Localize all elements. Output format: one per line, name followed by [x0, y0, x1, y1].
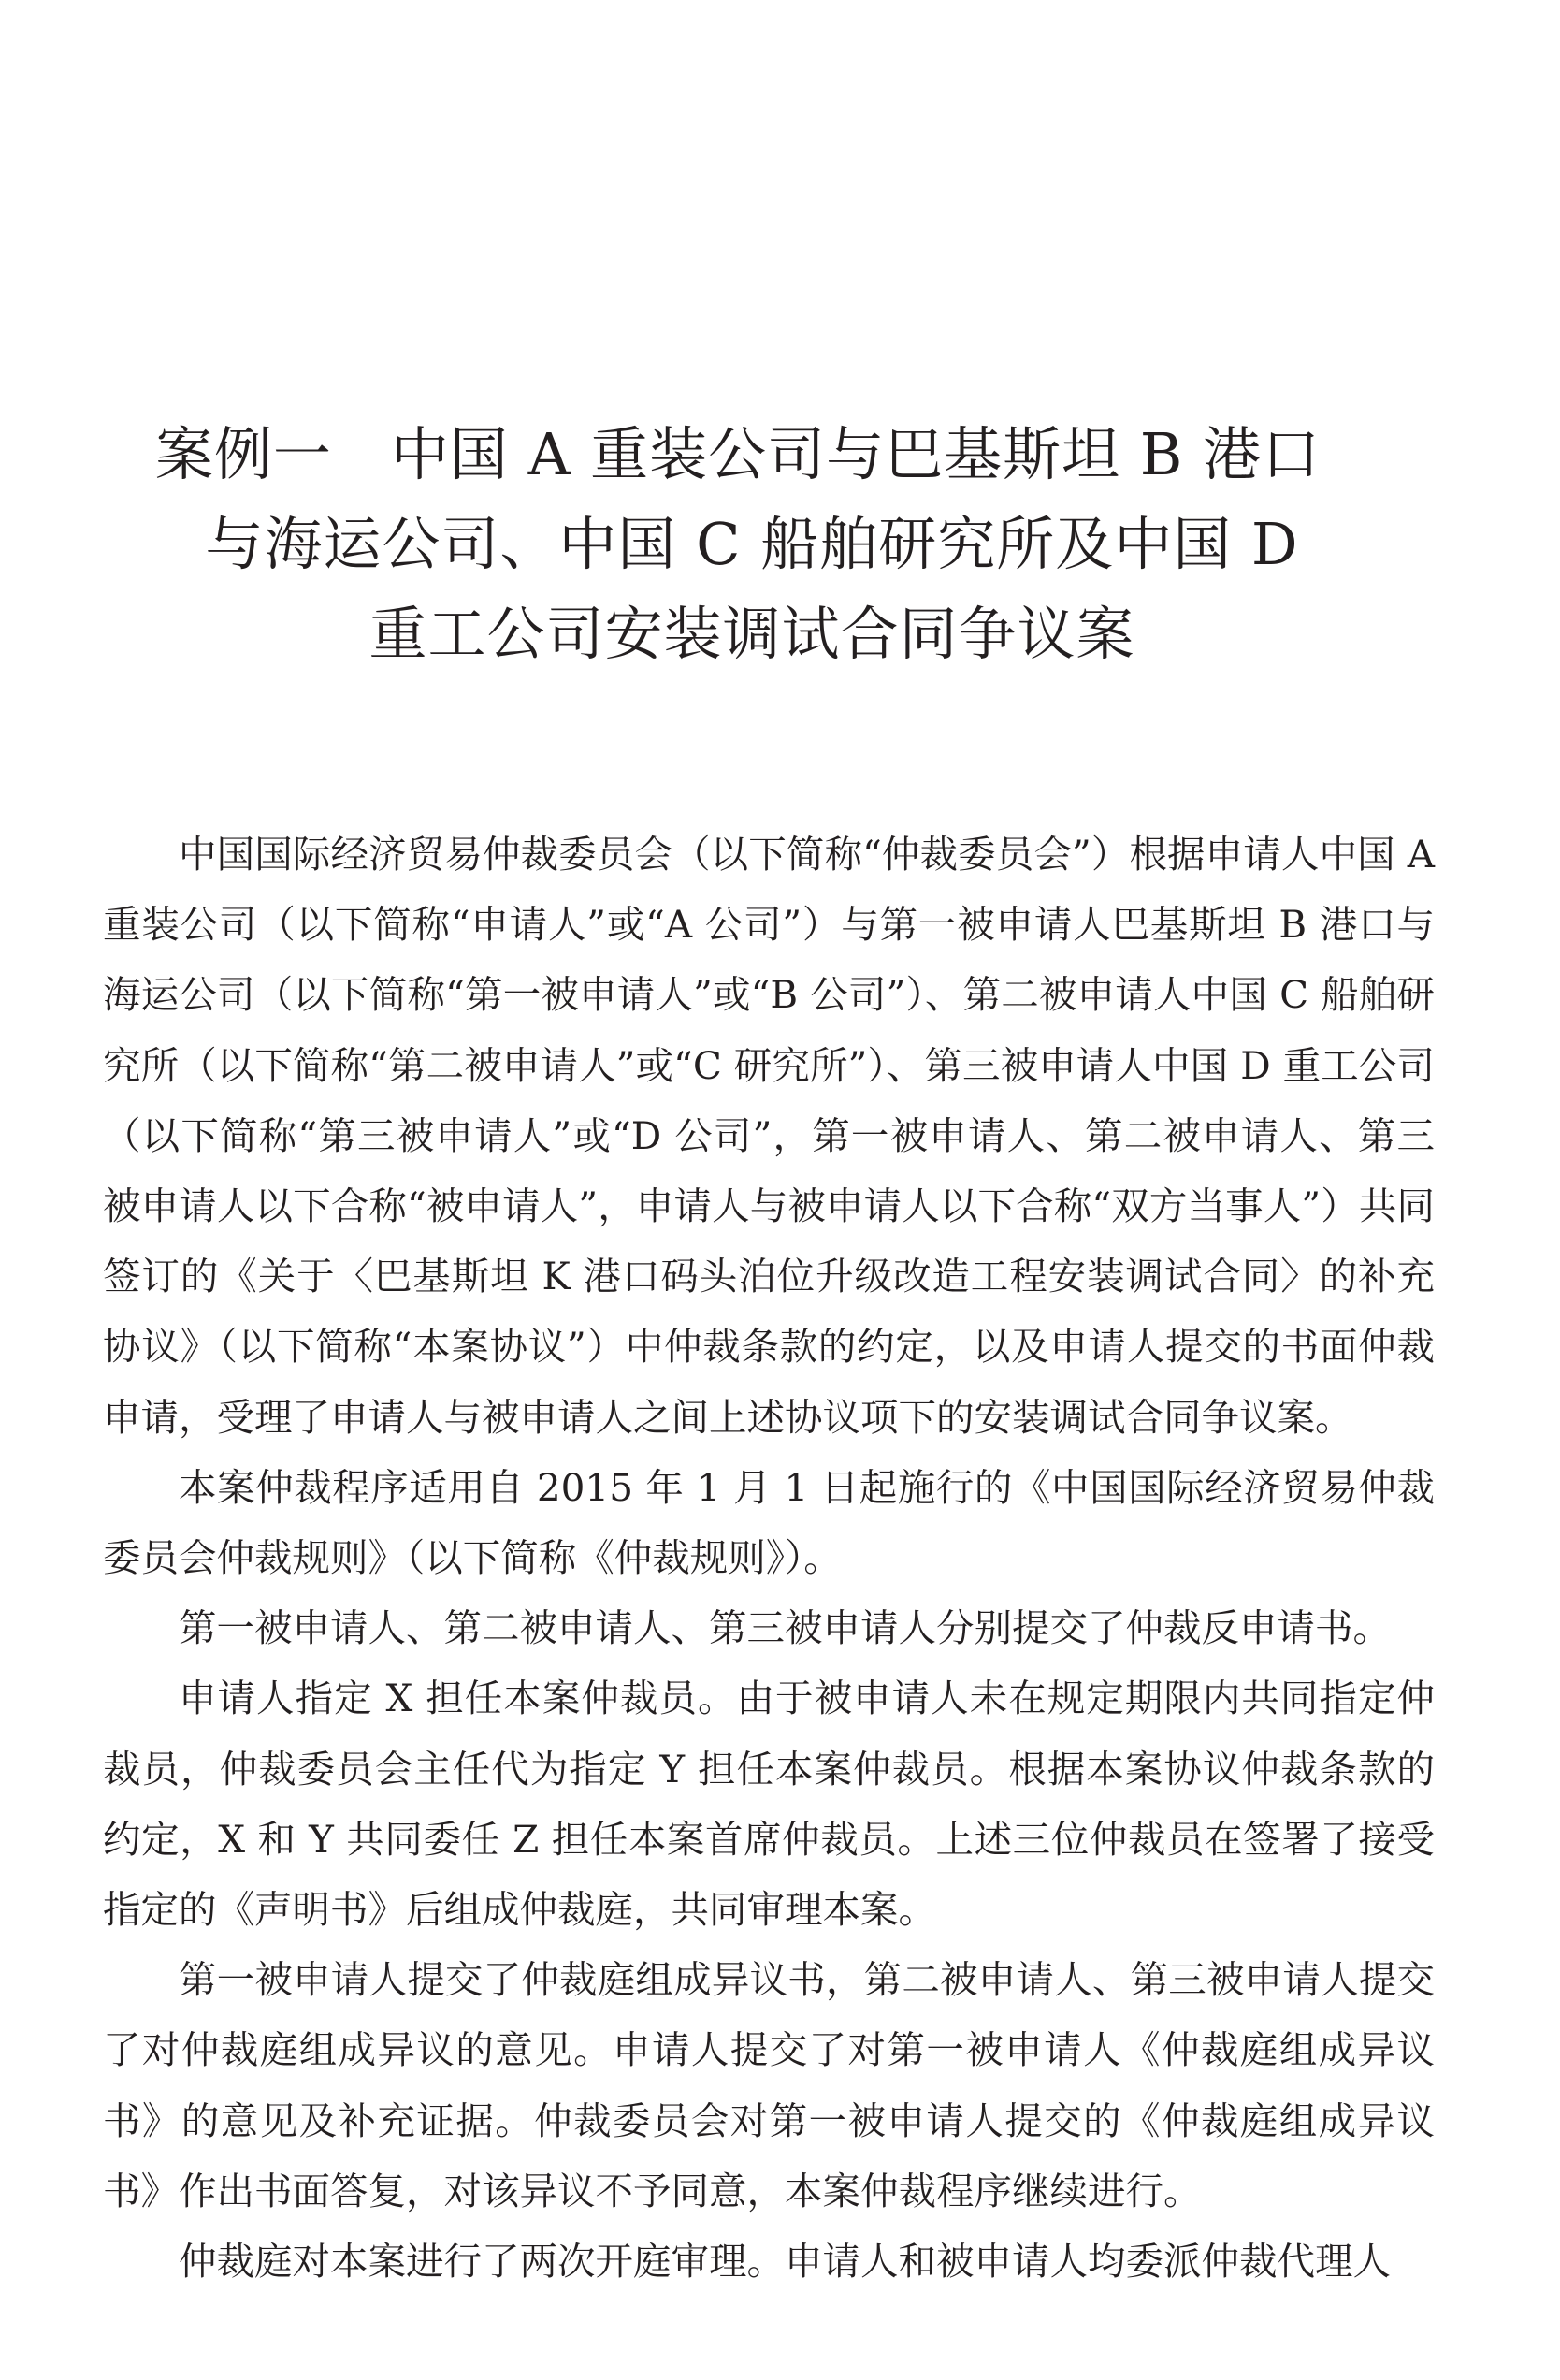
paragraph-hearings: 仲裁庭对本案进行了两次开庭审理。申请人和被申请人均委派仲裁代理人 — [179, 2239, 1391, 2285]
paragraph-tribunal-formation: 申请人指定 X 担任本案仲裁员。由于被申请人未在规定期限内共同指定仲裁员，仲裁委员会主任代为指定 Y 担任本案仲裁员。根据本案协议仲裁条款的约定，X 和 Y 共同委任 Z 担任本案首席仲裁员。上述三位仲裁员在签署了接受指定的《声明书》后组成仲裁庭，共同审理本案。 — [103, 1676, 1435, 1933]
paragraph-applicable-rules: 本案仲裁程序适用自 2015 年 1 月 1 日起施行的《中国国际经济贸易仲裁委员会仲裁规则》（以下简称《仲裁规则》）。 — [103, 1464, 1435, 1581]
case-title — [0, 410, 1560, 679]
case-title-line-2: 与海运公司、中国 C 船舶研究所及中国 D — [205, 510, 1299, 578]
paragraph-case-acceptance: 中国国际经济贸易仲裁委员会（以下简称“仲裁委员会”）根据申请人中国 A 重装公司（以下简称“申请人”或“A 公司”）与第一被申请人巴基斯坦 B 港口与海运公司（以下简称“第一被申请人”或“B 公司”）、第二被申请人中国 C 船舶研究所（以下简称“第二被申请人”或“C 研究所”）、第三被申请人中国 D 重工公司（以下简称“第三被申请人”或“D 公司”，第一被申请人、第二被申请人、第三被申请人以下合称“被申请人”，申请人与被申请人以下合称“双方当事人”）共同签订的《关于〈巴基斯坦 K 港口码头泊位升级改造工程安装调试合同〉的补充协议》（以下简称“本案协议”）中仲裁条款的约定，以及申请人提交的书面仲裁申请，受理了申请人与被申请人之间上述协议项下的安装调试合同争议案。 — [103, 832, 1435, 1440]
case-title-line-1: 案例一 中国 A 重装公司与巴基斯坦 B 港口 — [154, 420, 1322, 488]
paragraph-counterclaims: 第一被申请人、第二被申请人、第三被申请人分别提交了仲裁反申请书。 — [179, 1605, 1391, 1651]
body-text — [103, 820, 1435, 2297]
case-title-line-3: 重工公司安装调试合同争议案 — [368, 600, 1135, 668]
paragraph-tribunal-objection: 第一被申请人提交了仲裁庭组成异议书，第二被申请人、第三被申请人提交了对仲裁庭组成异议的意见。申请人提交了对第一被申请人《仲裁庭组成异议书》的意见及补充证据。仲裁委员会对第一被申请人提交的《仲裁庭组成异议书》作出书面答复，对该异议不予同意，本案仲裁程序继续进行。 — [103, 1957, 1435, 2213]
